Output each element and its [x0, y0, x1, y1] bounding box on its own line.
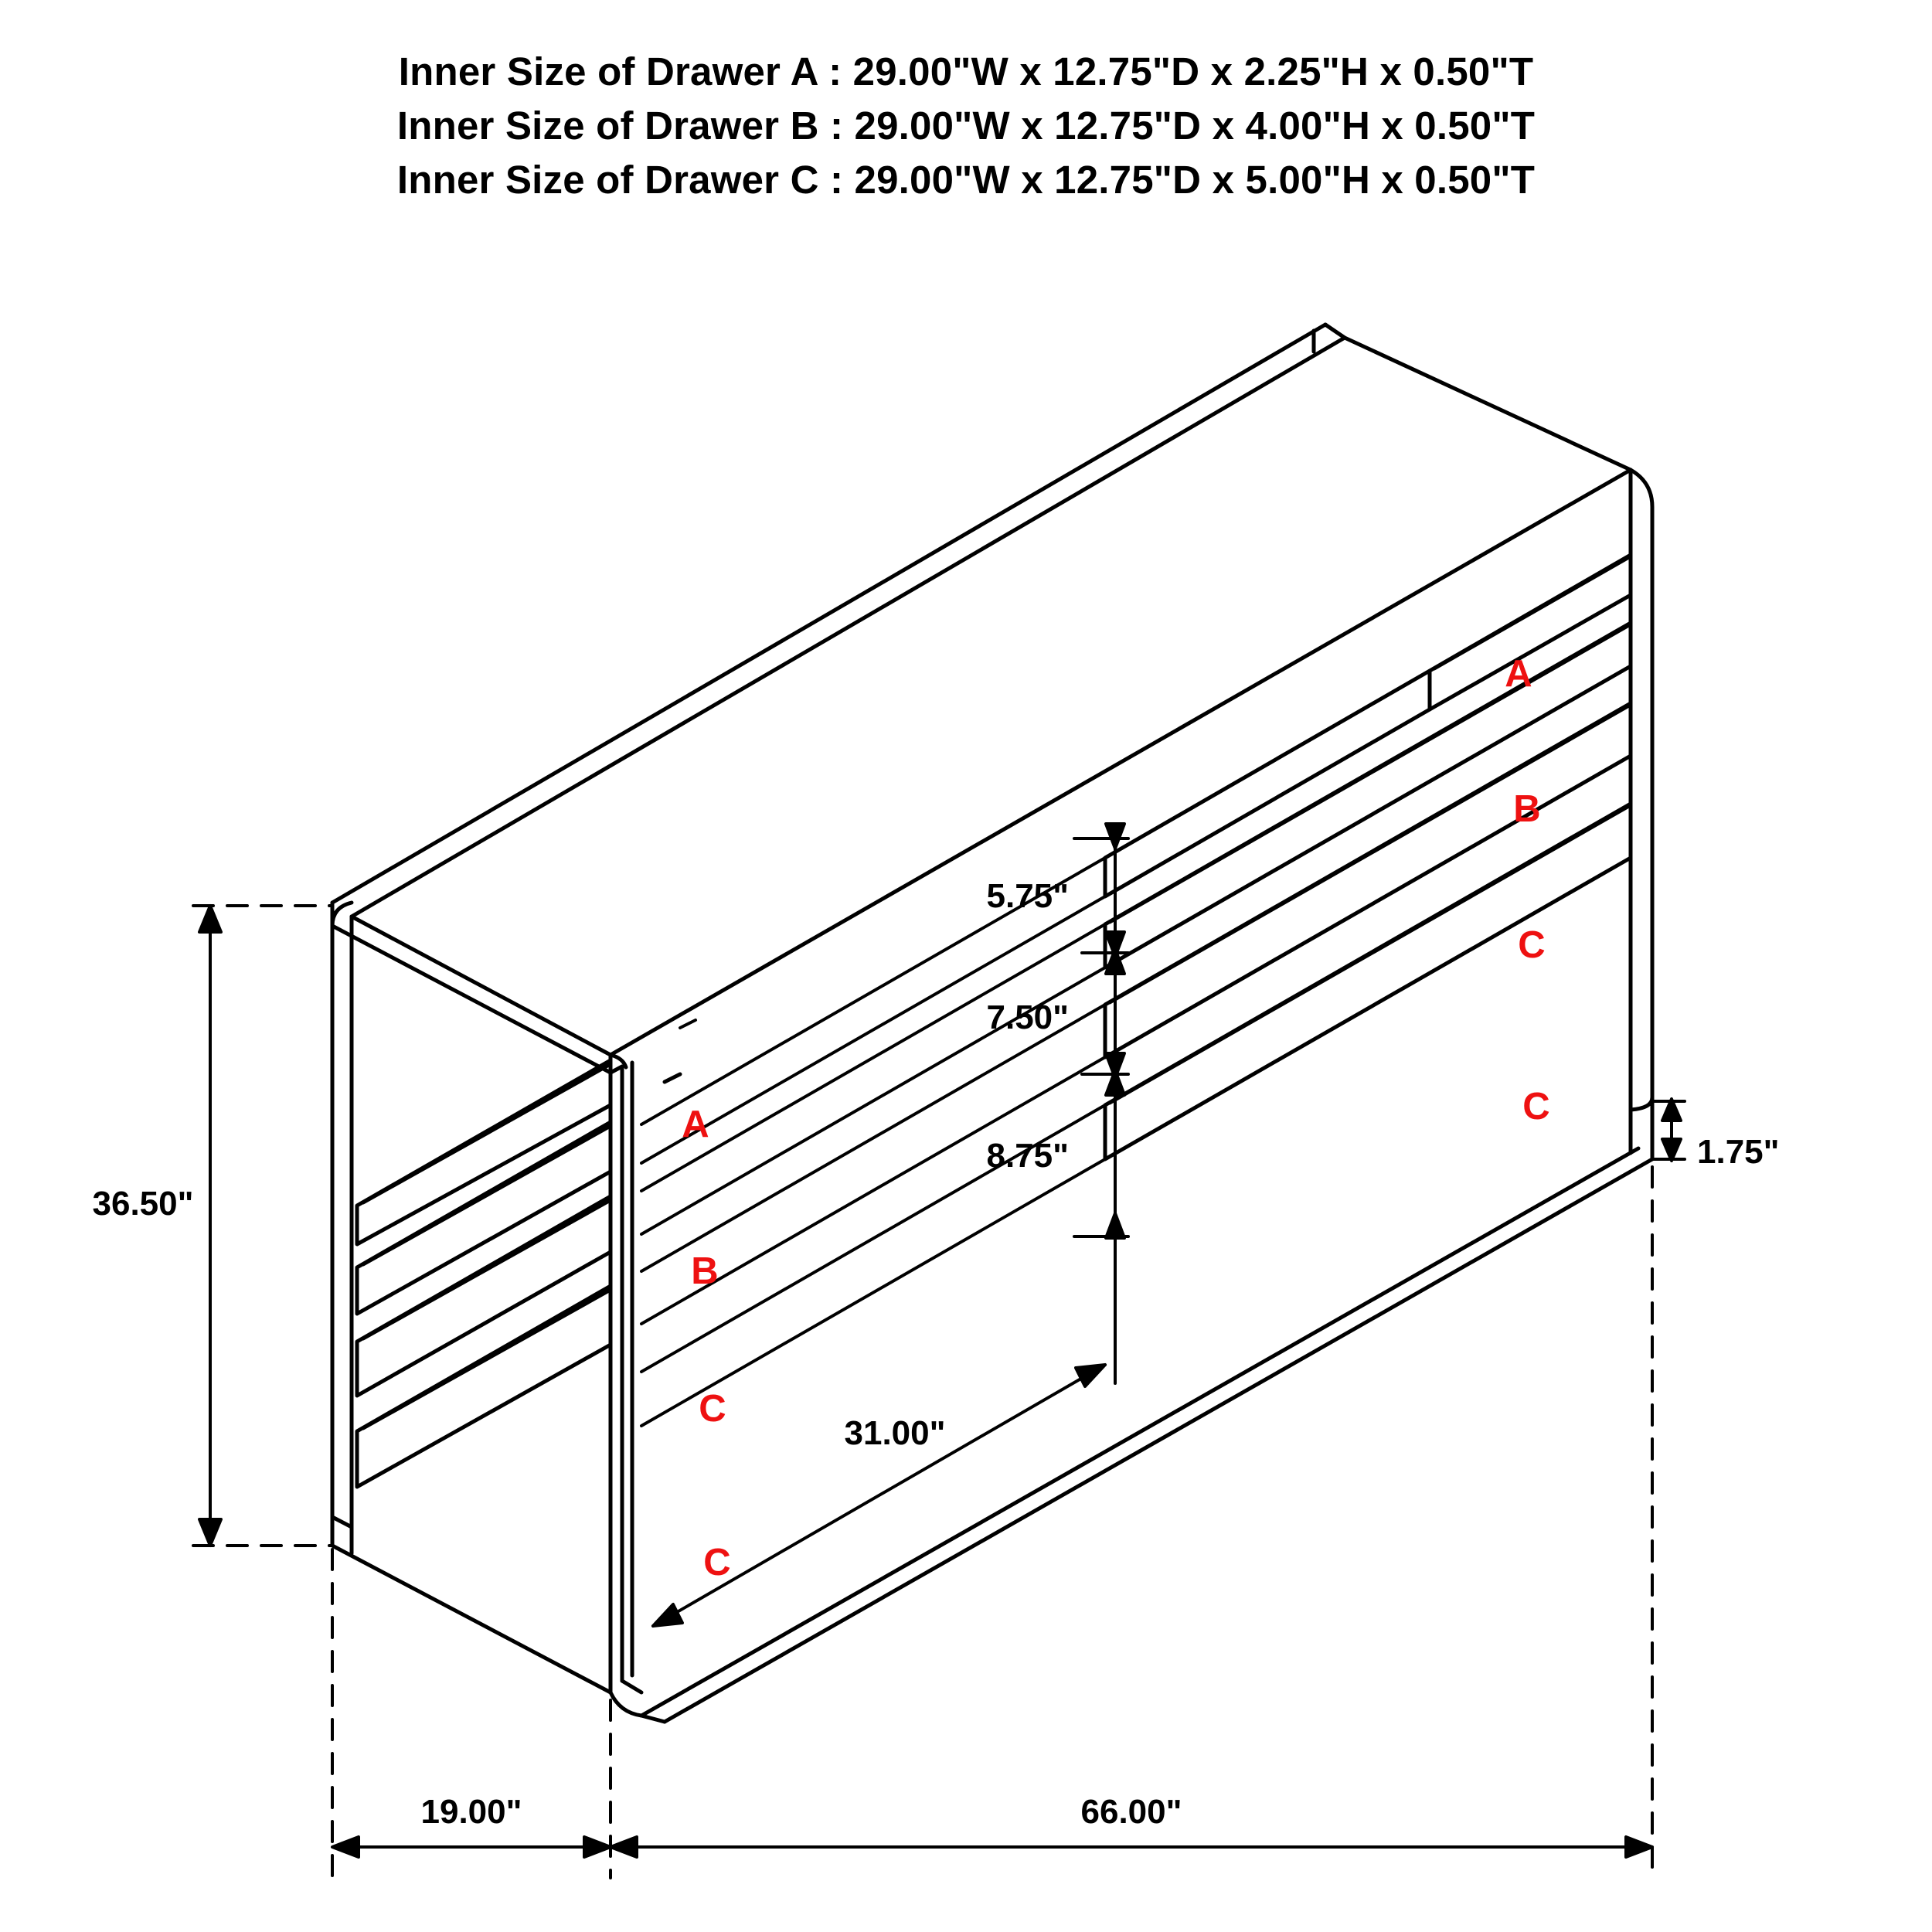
dimension-overall-height — [193, 906, 332, 1546]
drawer-label-right-c2: C — [1522, 1086, 1550, 1128]
dimension-label-depth: 19.00" — [420, 1793, 522, 1831]
drawer-front-left-c2 — [357, 1286, 611, 1487]
dimension-label-gap-mid: 7.50" — [986, 998, 1069, 1036]
cabinet-center-stile — [611, 1055, 632, 1692]
cabinet-left-corner-round — [332, 903, 352, 926]
dimension-label-drawer-front-width: 31.00" — [844, 1414, 946, 1452]
dimension-label-overall-height: 36.50" — [92, 1185, 194, 1223]
inner-size-note-c: Inner Size of Drawer C : 29.00"W x 12.75"D x 5.00"H x 0.50"T — [396, 158, 1536, 202]
dimension-depth-19 — [332, 1837, 611, 1857]
drawer-label-left-b: B — [691, 1250, 719, 1292]
drawer-label-right-c1: C — [1518, 924, 1546, 966]
drawer-front-right-b — [1105, 623, 1631, 968]
dimension-label-gap-bottom: 8.75" — [986, 1137, 1069, 1175]
dimension-label-gap-top: 5.75" — [986, 877, 1069, 915]
cabinet-top-surface — [332, 325, 1631, 1073]
inner-size-note-b: Inner Size of Drawer B : 29.00"W x 12.75"D x 4.00"H x 0.50"T — [396, 104, 1536, 148]
drawer-pulls-left — [680, 1020, 696, 1028]
inner-size-note-a: Inner Size of Drawer A : 29.00"W x 12.75"D x 2.25"H x 0.50"T — [398, 49, 1534, 94]
drawer-label-right-b: B — [1513, 788, 1541, 830]
cabinet-base — [611, 1097, 1652, 1722]
dimension-label-base-height: 1.75" — [1697, 1133, 1780, 1171]
cabinet-stile-corner-round — [611, 1055, 626, 1067]
cabinet-right-back-edge — [1631, 470, 1652, 1097]
drawer-front-right-c2 — [1105, 804, 1631, 1159]
drawer-label-left-c1: C — [699, 1388, 726, 1430]
drawer-label-left-a: A — [682, 1104, 709, 1145]
dimension-width-66 — [611, 1837, 1652, 1857]
drawer-label-right-a: A — [1505, 653, 1532, 695]
dimension-label-width: 66.00" — [1080, 1793, 1182, 1831]
dimension-base-height — [1652, 1099, 1685, 1161]
drawer-label-left-c2: C — [703, 1542, 731, 1583]
